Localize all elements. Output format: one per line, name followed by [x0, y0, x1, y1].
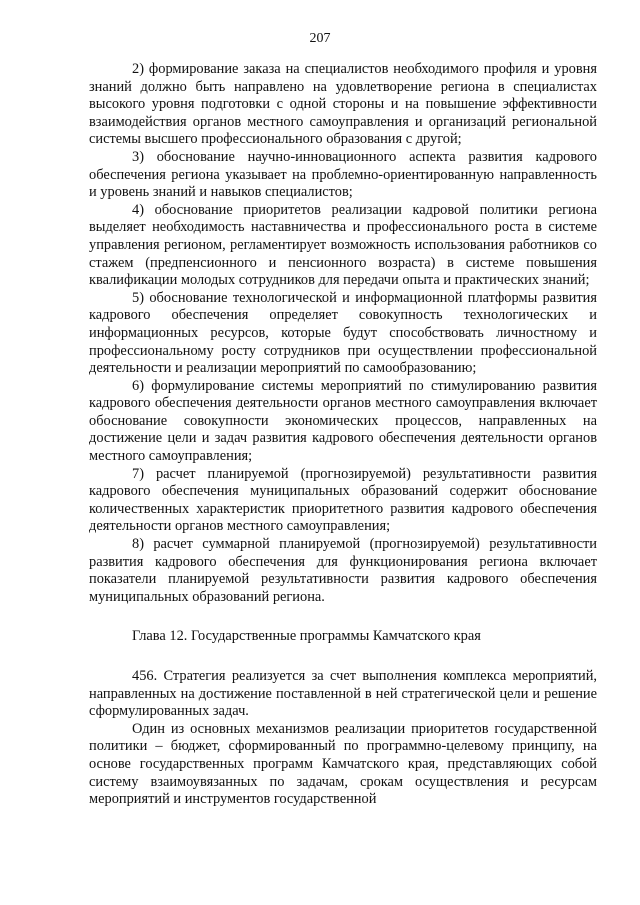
- page-number: 207: [309, 31, 331, 46]
- paragraph-item-8: 8) расчет суммарной планируемой (прогнозируемой) результативности развития кадрового обеспечения для функционирования региона включает показатели планируемой результативности развития кадрового обеспечения муниципальных образований региона.: [89, 536, 597, 605]
- paragraph-item-4: 4) обоснование приоритетов реализации кадровой политики региона выделяет необходимость наставничества и профессионального роста в системе управления регионом, регламентирует возможность использования работников со стажем (предпенсионного и пенсионного возраста) в системе повышения квалификации молодых сотрудников для передачи опыта и практических знаний;: [89, 201, 597, 289]
- document-body: [89, 61, 597, 809]
- paragraph-item-2: 2) формирование заказа на специалистов необходимого профиля и уровня знаний должно быть направлено на удовлетворение региона в специалистах высокого уровня подготовки с одной стороны и на повышение эффективности взаимодействия органов местного самоуправления и организаций региональной системы высшего профессионального образования с другой;: [89, 61, 597, 148]
- paragraph-456: 456. Стратегия реализуется за счет выполнения комплекса мероприятий, направленных на достижение поставленной в ней стратегической цели и решение сформулированных задач.: [89, 668, 597, 720]
- paragraph-item-3: 3) обоснование научно-инновационного аспекта развития кадрового обеспечения региона указывает на проблемно-ориентированную направленность и уровень знаний и навыков специалистов;: [89, 148, 597, 201]
- paragraph-item-6: 6) формулирование системы мероприятий по стимулированию развития кадрового обеспечения деятельности органов местного самоуправления включает обоснование совокупности экономических процессов, направленных на достижение цели и задач развития кадрового обеспечения деятельности органов местного самоуправления;: [89, 377, 597, 465]
- paragraph-budget-mechanism: Один из основных механизмов реализации приоритетов государственной политики – бюджет, сформированный по программно-целевому принципу, на основе государственных программ Камчатского края, представляющих собой систему взаимоувязанных по задачам, срокам осуществления и ресурсам мероприятий и инструментов государственной: [89, 720, 597, 808]
- chapter-heading: Глава 12. Государственные программы Камчатского края: [132, 628, 481, 645]
- paragraph-item-7: 7) расчет планируемой (прогнозируемой) результативности развития кадрового обеспечения муниципальных образований содержит обоснование количественных характеристик приоритетного развития кадрового обеспечения деятельности органов местного самоуправления;: [89, 465, 597, 535]
- paragraph-item-5: 5) обоснование технологической и информационной платформы развития кадрового обеспечения определяет совокупность технологических и информационных ресурсов, которые будут способствовать личностному и профессиональному росту сотрудников при осуществлении профессиональной деятельности и реализации мероприятий по самообразованию;: [89, 289, 597, 377]
